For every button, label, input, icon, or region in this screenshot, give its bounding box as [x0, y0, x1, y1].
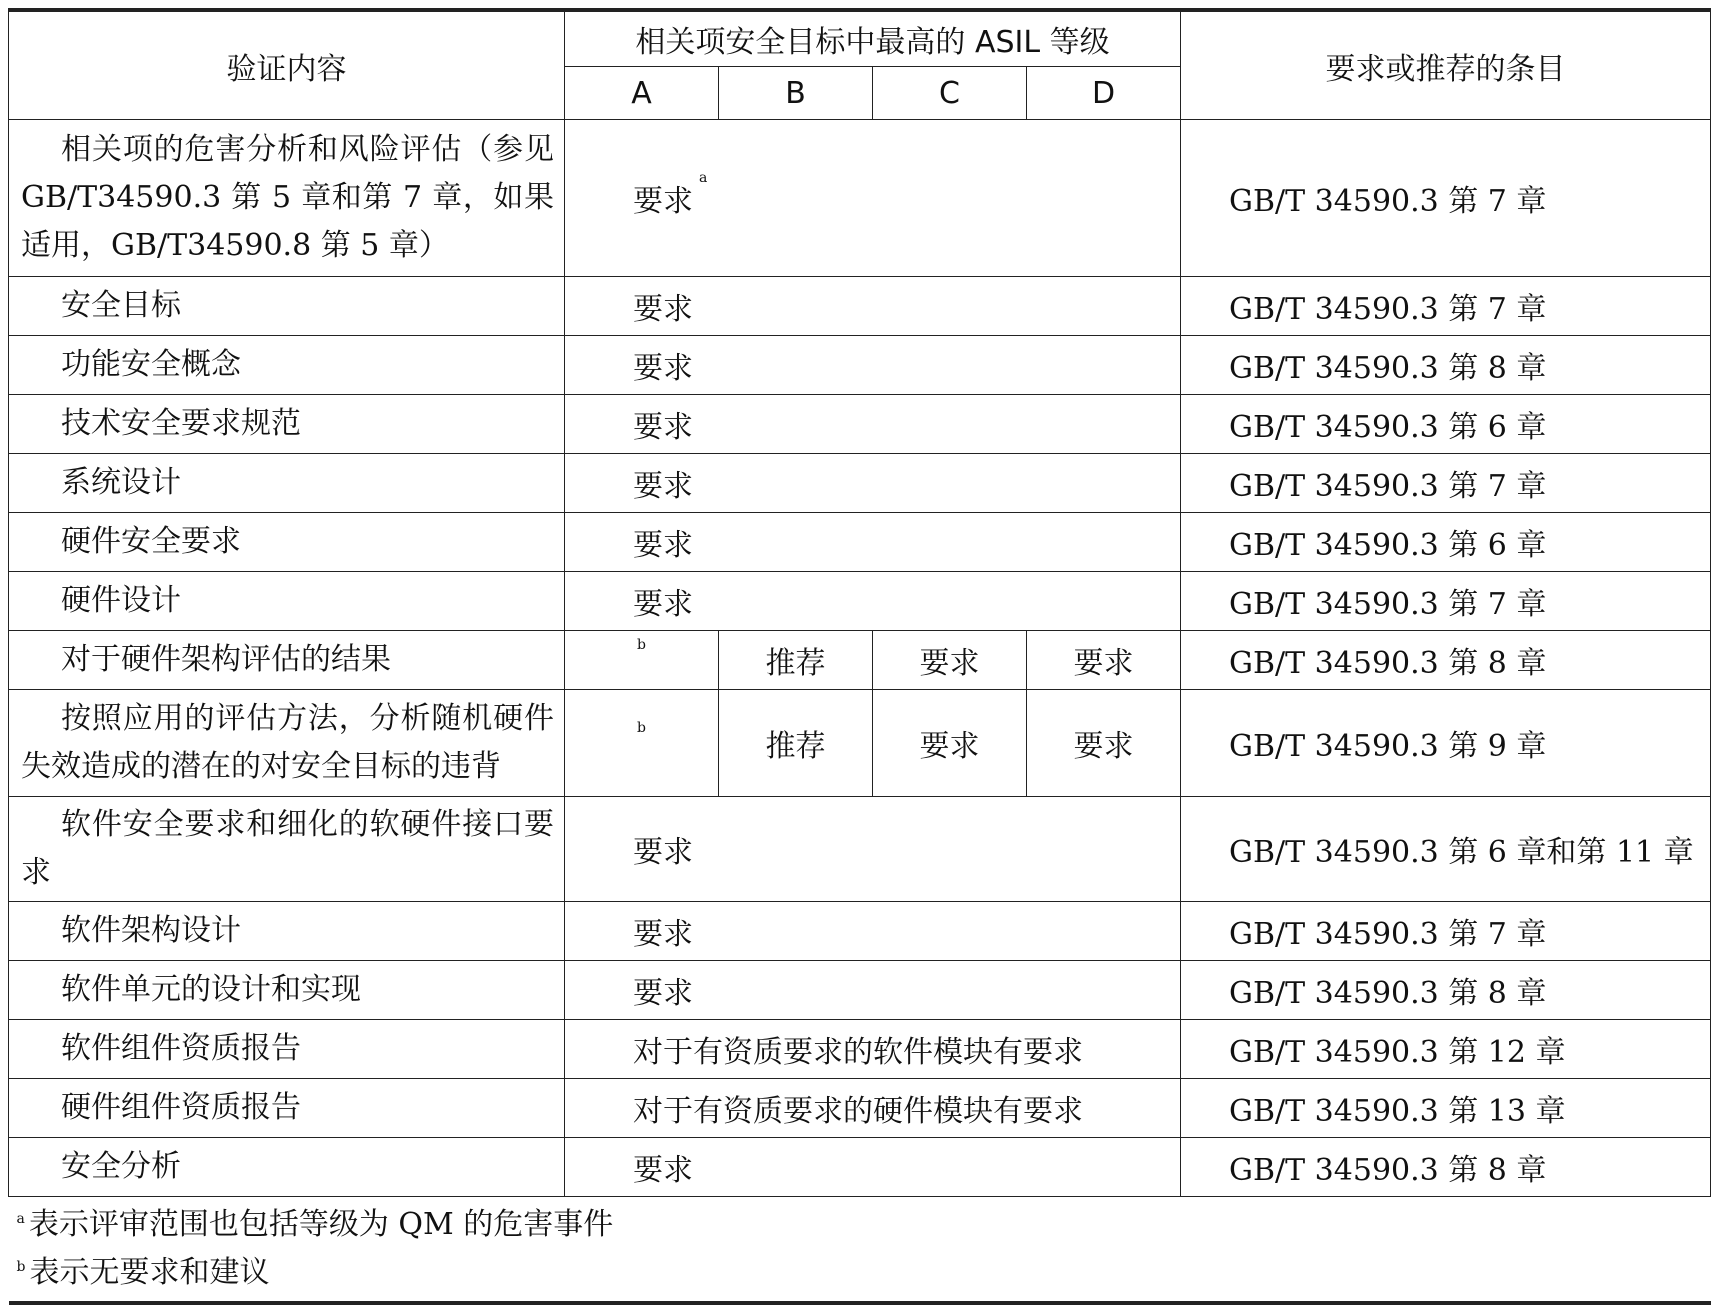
note-text: 表示无要求和建议 [29, 1255, 270, 1290]
row-item: 硬件组件资质报告 [9, 1079, 565, 1138]
footnote-mark: a [699, 170, 708, 186]
row-reference: GB/T 34590.3 第 8 章 [1181, 631, 1711, 690]
header-content: 验证内容 [9, 10, 565, 120]
row-item: 安全分析 [9, 1138, 565, 1197]
header-asil-d: D [1027, 67, 1181, 120]
note-mark: a [16, 1211, 25, 1227]
row-requirement: 要求 [565, 1138, 1181, 1197]
row-reference: GB/T 34590.3 第 7 章 [1181, 120, 1711, 277]
note-mark: b [16, 1259, 26, 1275]
row-item: 硬件设计 [9, 572, 565, 631]
table-row [9, 1020, 1711, 1079]
row-asil-c: 要求 [873, 631, 1027, 690]
row-requirement: 对于有资质要求的硬件模块有要求 [565, 1079, 1181, 1138]
row-asil-a [565, 690, 719, 797]
row-item: 系统设计 [9, 454, 565, 513]
row-requirement: 要求 [565, 902, 1181, 961]
row-requirement: 要求 [565, 572, 1181, 631]
row-requirement [565, 120, 1181, 277]
footnote-mark: b [637, 719, 646, 736]
note-text: 表示评审范围也包括等级为 QM 的危害事件 [28, 1207, 614, 1242]
row-reference: GB/T 34590.3 第 7 章 [1181, 902, 1711, 961]
note-a [17, 1201, 1711, 1249]
row-item: 软件安全要求和细化的软硬件接口要求 [9, 797, 565, 902]
row-requirement: 对于有资质要求的软件模块有要求 [565, 1020, 1181, 1079]
row-item: 按照应用的评估方法，分析随机硬件失效造成的潜在的对安全目标的违背 [9, 690, 565, 797]
table-row [9, 277, 1711, 336]
row-reference: GB/T 34590.3 第 8 章 [1181, 1138, 1711, 1197]
row-item: 相关项的危害分析和风险评估（参见 GB/T34590.3 第 5 章和第 7 章，如果适用，GB/T34590.8 第 5 章） [9, 120, 565, 277]
table-row [9, 572, 1711, 631]
header-asil-c: C [873, 67, 1027, 120]
table-row [9, 797, 1711, 902]
row-reference: GB/T 34590.3 第 8 章 [1181, 961, 1711, 1020]
row-item: 功能安全概念 [9, 336, 565, 395]
row-requirement: 要求 [565, 797, 1181, 902]
row-reference: GB/T 34590.3 第 8 章 [1181, 336, 1711, 395]
table-row [9, 690, 1711, 797]
row-reference: GB/T 34590.3 第 7 章 [1181, 454, 1711, 513]
table-row [9, 513, 1711, 572]
row-item: 软件架构设计 [9, 902, 565, 961]
row-item: 对于硬件架构评估的结果 [9, 631, 565, 690]
table-row [9, 336, 1711, 395]
row-asil-a [565, 631, 719, 690]
row-reference: GB/T 34590.3 第 6 章 [1181, 513, 1711, 572]
row-reference: GB/T 34590.3 第 6 章 [1181, 395, 1711, 454]
row-item: 安全目标 [9, 277, 565, 336]
verification-table [8, 8, 1711, 1305]
document-page [8, 8, 1710, 1305]
row-requirement-text: 要求 [633, 184, 693, 219]
row-asil-d: 要求 [1027, 690, 1181, 797]
row-item: 软件单元的设计和实现 [9, 961, 565, 1020]
table-row [9, 1138, 1711, 1197]
row-asil-d: 要求 [1027, 631, 1181, 690]
header-reference: 要求或推荐的条目 [1181, 10, 1711, 120]
row-reference: GB/T 34590.3 第 6 章和第 11 章 [1181, 797, 1711, 902]
row-reference: GB/T 34590.3 第 12 章 [1181, 1020, 1711, 1079]
row-requirement: 要求 [565, 454, 1181, 513]
table-row [9, 120, 1711, 277]
header-asil-a: A [565, 67, 719, 120]
header-asil-group: 相关项安全目标中最高的 ASIL 等级 [565, 10, 1181, 67]
row-requirement: 要求 [565, 513, 1181, 572]
row-item: 技术安全要求规范 [9, 395, 565, 454]
row-item: 硬件安全要求 [9, 513, 565, 572]
row-asil-b: 推荐 [719, 690, 873, 797]
row-reference: GB/T 34590.3 第 7 章 [1181, 572, 1711, 631]
row-requirement: 要求 [565, 277, 1181, 336]
table-row [9, 1079, 1711, 1138]
header-asil-b: B [719, 67, 873, 120]
row-asil-c: 要求 [873, 690, 1027, 797]
row-item: 软件组件资质报告 [9, 1020, 565, 1079]
row-reference: GB/T 34590.3 第 7 章 [1181, 277, 1711, 336]
table-row [9, 454, 1711, 513]
table-row [9, 395, 1711, 454]
row-requirement: 要求 [565, 395, 1181, 454]
table-row [9, 961, 1711, 1020]
footnote-mark: b [637, 636, 646, 653]
note-b [17, 1249, 1711, 1297]
row-reference: GB/T 34590.3 第 13 章 [1181, 1079, 1711, 1138]
row-asil-b: 推荐 [719, 631, 873, 690]
row-requirement: 要求 [565, 961, 1181, 1020]
table-row [9, 631, 1711, 690]
row-requirement: 要求 [565, 336, 1181, 395]
row-reference: GB/T 34590.3 第 9 章 [1181, 690, 1711, 797]
table-row [9, 902, 1711, 961]
